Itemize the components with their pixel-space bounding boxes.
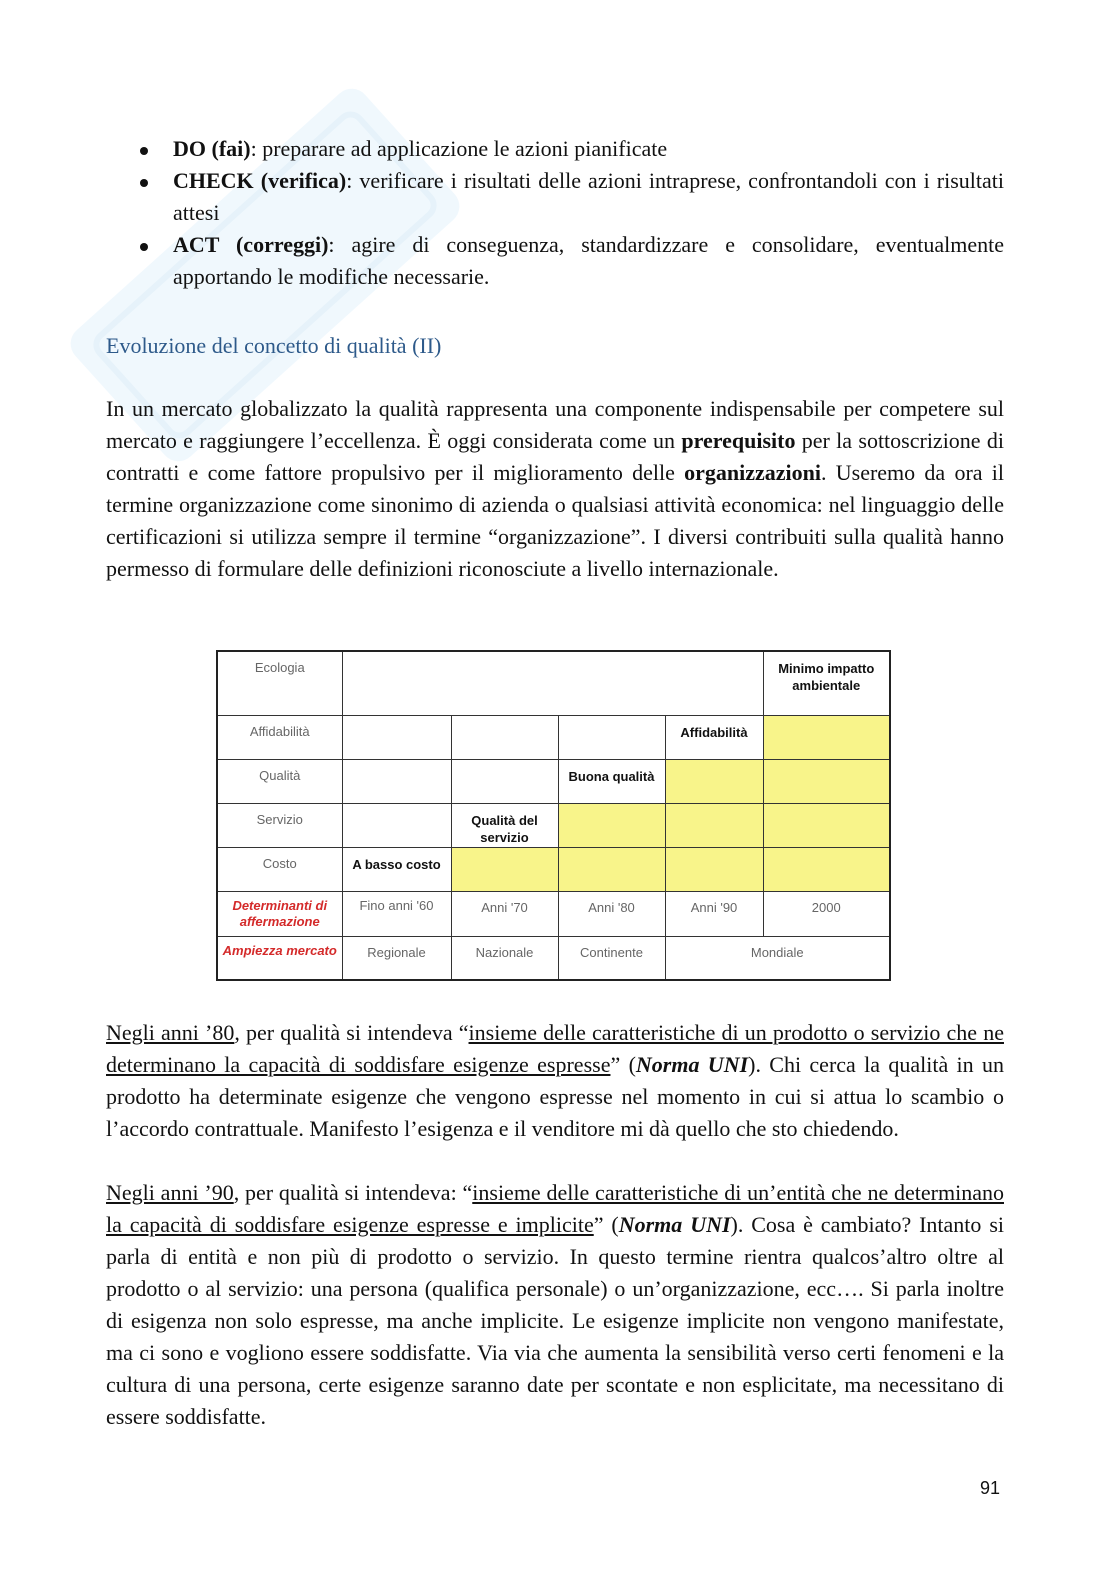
empty-cell xyxy=(451,759,558,803)
cell-affidabilita: Affidabilità xyxy=(665,715,763,759)
paragraph-intro: In un mercato globalizzato la qualità rappresenta una componente indispensabile per competere sul mercato e raggiungere l’eccellenza. È oggi considerata come un prerequisito per la sottoscrizione di contratti e come fattore propulsivo per il miglioramento delle organizzazioni. Useremo da ora il termine organizzazione come sinonimo di azienda o qualsiasi attività economica: nel linguaggio delle certificazioni si utilizza sempre il termine “organizzazione”. I diversi contribuiti sulla qualità hanno permesso di formulare delle definizioni riconosciute a livello internazionale. xyxy=(106,396,1005,581)
paragraph-anni-90: Negli anni ’90, per qualità si intendeva: “insieme delle caratteristiche di un’entità che ne determinano la capacità di soddisfare esigenze espresse e implicite” (Norma UNI). Cosa è cambiato? Intanto si parla di entità e non più di prodotto o servizio. In questo termine rientra qualcos’altro oltre al prodotto o al servizio: una persona (qualifica personale) o un’organizzazione, ecc…. Si parla inoltre di esigenza non solo espresse, ma anche implicite. Le esigenze implicite non vengono manifestate, ma ci sono e vogliono essere soddisfatte. Via via che aumenta la sensibilità verso certi fenomeni e la cultura di una persona, certe esigenze saranno date per scontate e non esplicitate, ma necessitano di essere soddisfatte. xyxy=(106,1180,1004,1429)
cell-qualita-servizio: Qualità del servizio xyxy=(451,803,558,847)
highlight-cell xyxy=(558,803,665,847)
bullet-act: ACT (correggi): agire di conseguenza, standardizzare e consolidare, eventualmente apportando le modifiche necessarie. xyxy=(106,229,1004,293)
market-cell: Continente xyxy=(558,936,665,980)
empty-cell xyxy=(558,715,665,759)
empty-cell xyxy=(451,715,558,759)
row-label-ecologia: Ecologia xyxy=(217,651,342,715)
row-label-affidabilita: Affidabilità xyxy=(217,715,342,759)
row-label-ampiezza: Ampiezza mercato xyxy=(217,936,342,980)
highlight-cell xyxy=(451,847,558,891)
row-label-servizio: Servizio xyxy=(217,803,342,847)
row-label-costo: Costo xyxy=(217,847,342,891)
highlight-cell xyxy=(763,759,890,803)
highlight-cell xyxy=(665,847,763,891)
market-cell: Mondiale xyxy=(665,936,890,980)
era-cell: 2000 xyxy=(763,891,890,936)
row-label-determinanti: Determinanti di affermazione xyxy=(217,891,342,936)
market-cell: Regionale xyxy=(342,936,451,980)
highlight-cell xyxy=(665,803,763,847)
empty-cell xyxy=(342,651,763,715)
highlight-cell xyxy=(665,759,763,803)
quality-evolution-table xyxy=(216,650,891,981)
cell-minimo-impatto: Minimo impatto ambientale xyxy=(763,651,890,715)
bullet-dot-icon xyxy=(140,147,148,155)
bullet-check: CHECK (verifica): verificare i risultati delle azioni intraprese, confrontandoli con i risultati attesi xyxy=(106,165,1004,229)
section-heading: Evoluzione del concetto di qualità (II) xyxy=(106,333,442,358)
bullet-dot-icon xyxy=(140,179,148,187)
era-cell: Fino anni '60 xyxy=(342,891,451,936)
paragraph-anni-80: Negli anni ’80, per qualità si intendeva “insieme delle caratteristiche di un prodotto o servizio che ne determinano la capacità di soddisfare esigenze espresse” (Norma UNI). Chi cerca la qualità in un prodotto ha determinate esigenze che vengono espresse nel momento in cui si attua lo scambio o l’accordo contrattuale. Manifesto l’esigenza e il venditore mi dà quello che sto chiedendo. xyxy=(106,1020,1005,1141)
era-cell: Anni '70 xyxy=(451,891,558,936)
empty-cell xyxy=(342,759,451,803)
highlight-cell xyxy=(763,847,890,891)
bullet-dot-icon xyxy=(140,243,148,251)
bullet-do: DO (fai): preparare ad applicazione le azioni pianificate xyxy=(106,133,1004,165)
pdca-bullet-list xyxy=(106,133,1004,293)
market-cell: Nazionale xyxy=(451,936,558,980)
era-cell: Anni '80 xyxy=(558,891,665,936)
highlight-cell xyxy=(558,847,665,891)
highlight-cell xyxy=(763,803,890,847)
empty-cell xyxy=(342,803,451,847)
era-cell: Anni '90 xyxy=(665,891,763,936)
empty-cell xyxy=(342,715,451,759)
highlight-cell xyxy=(763,715,890,759)
cell-basso-costo: A basso costo xyxy=(342,847,451,891)
row-label-qualita: Qualità xyxy=(217,759,342,803)
page-number: 91 xyxy=(980,1478,1001,1498)
cell-buona-qualita: Buona qualità xyxy=(558,759,665,803)
